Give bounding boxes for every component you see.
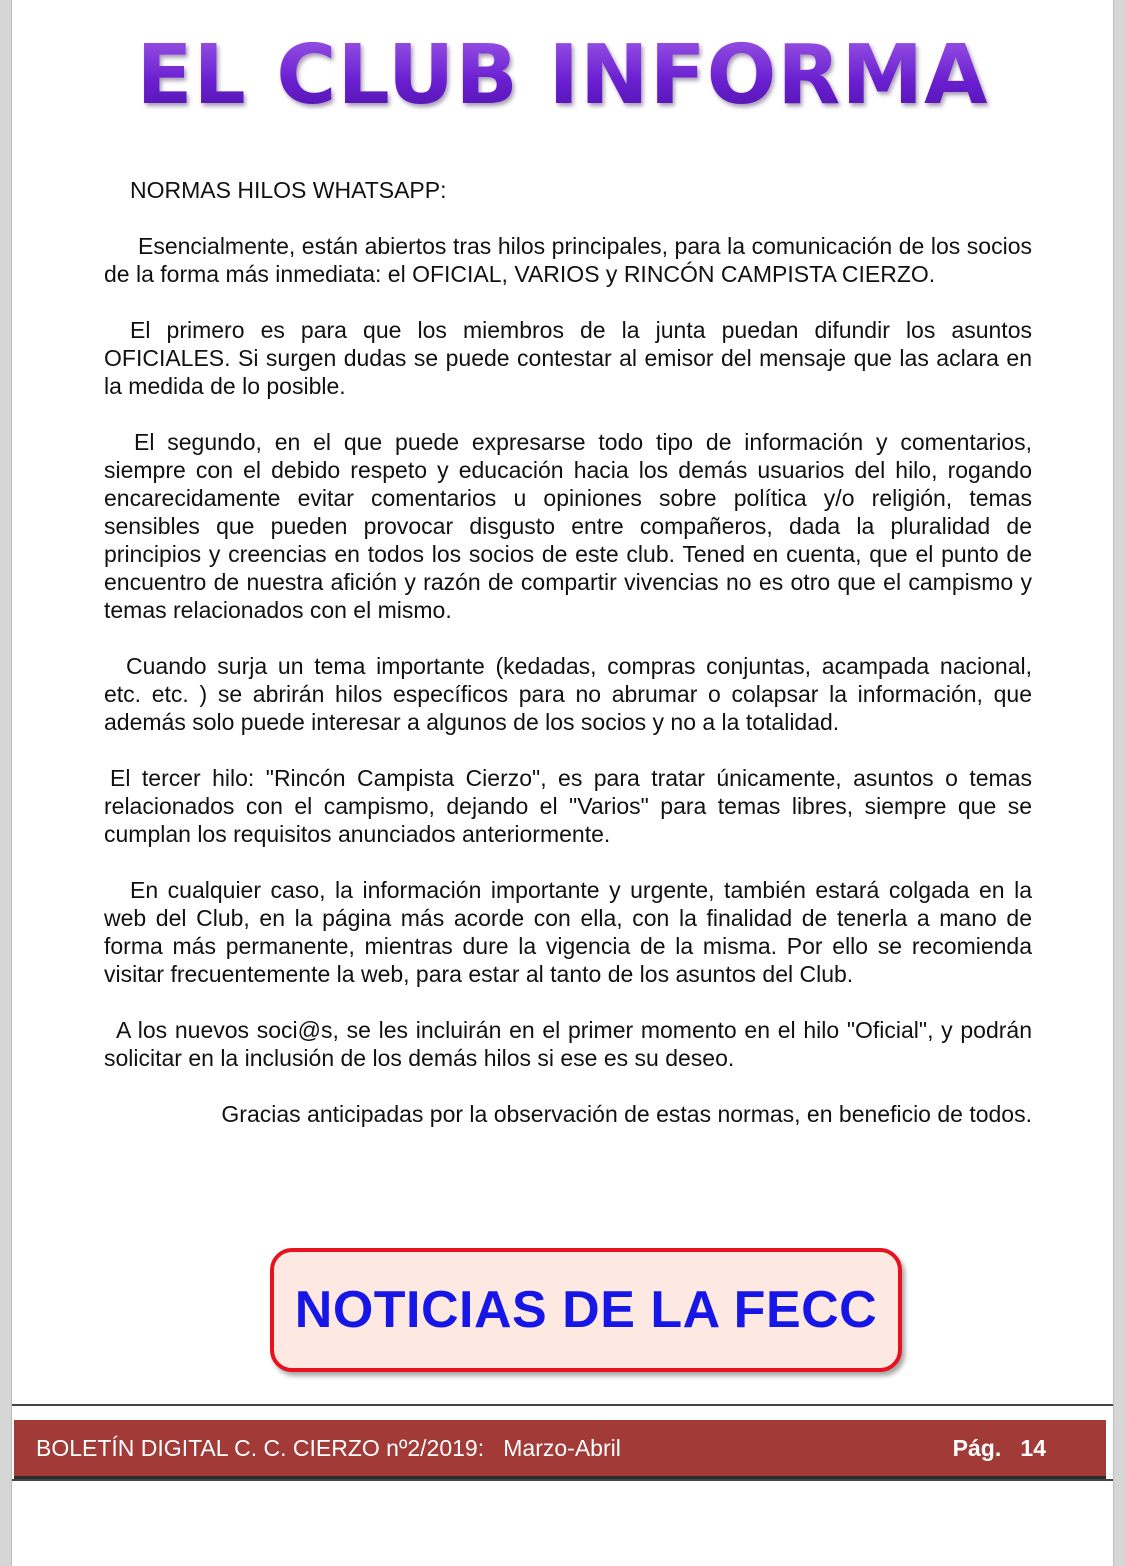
- paragraph-oficial: El primero es para que los miembros de la junta puedan difundir los asuntos OFICIALES. Si surgen dudas se puede contestar al emisor del mensaje que las aclara en la medida de lo posible.: [104, 317, 1032, 399]
- footer-bottom-line: [12, 1479, 1113, 1481]
- paragraph-web: En cualquier caso, la información importante y urgente, también estará colgada en la web del Club, en la página más acorde con ella, con la finalidad de tenerla a mano de forma más permanente, mientras dure la vigencia de la misma. Por ello se recomienda visitar frecuentemente la web, para estar al tanto de los asuntos del Club.: [104, 877, 1032, 987]
- page-edge-right: [1113, 0, 1125, 1566]
- footer-bar: [14, 1420, 1106, 1476]
- paragraph-intro: Esencialmente, están abiertos tras hilos principales, para la comunicación de los socios de la forma más inmediata: el OFICIAL, VARIOS y RINCÓN CAMPISTA CIERZO.: [104, 233, 1032, 287]
- paragraph-gracias: Gracias anticipadas por la observación de estas normas, en beneficio de todos.: [221, 1101, 1032, 1127]
- noticias-fecc-banner: [270, 1248, 902, 1372]
- page-title: EL CLUB INFORMA: [0, 28, 1125, 123]
- bulletin-info: BOLETÍN DIGITAL C. C. CIERZO nº2/2019: Marzo-Abril: [36, 1435, 621, 1461]
- page-number: Pág. 14: [952, 1435, 1046, 1461]
- paragraph-rincon-campista: El tercer hilo: "Rincón Campista Cierzo", es para tratar únicamente, asuntos o temas relacionados con el campismo, dejando el "Varios" para temas libres, siempre que se cumplan los requisitos anunciados anteriormente.: [104, 765, 1032, 847]
- paragraph-nuevos-socios: A los nuevos soci@s, se les incluirán en el primer momento en el hilo "Oficial", y podrán solicitar en la inclusión de los demás hilos si ese es su deseo.: [104, 1017, 1032, 1071]
- paragraph-varios: El segundo, en el que puede expresarse todo tipo de información y comentarios, siempre con el debido respeto y educación hacia los demás usuarios del hilo, rogando encarecidamente evitar comentarios u opiniones sobre política y/o religión, temas sensibles que pueden provocar disgusto entre compañeros, dada la pluralidad de principios y creencias en todos los socios de este club. Tened en cuenta, que el punto de encuentro de nuestra afición y razón de compartir vivencias no es otro que el campismo y temas relacionados con el mismo.: [104, 429, 1032, 623]
- footer-divider: [12, 1404, 1113, 1406]
- noticias-fecc-label: NOTICIAS DE LA FECC: [294, 1281, 878, 1339]
- page-edge-left: [0, 0, 12, 1566]
- article-body: [104, 176, 1032, 1156]
- paragraph-temas-importantes: Cuando surja un tema importante (kedadas, compras conjuntas, acampada nacional, etc. etc. ) se abrirán hilos específicos para no abrumar o colapsar la información, que además solo puede interesar a algunos de los socios y no a la totalidad.: [104, 653, 1032, 735]
- section-heading: NORMAS HILOS WHATSAPP:: [130, 177, 447, 203]
